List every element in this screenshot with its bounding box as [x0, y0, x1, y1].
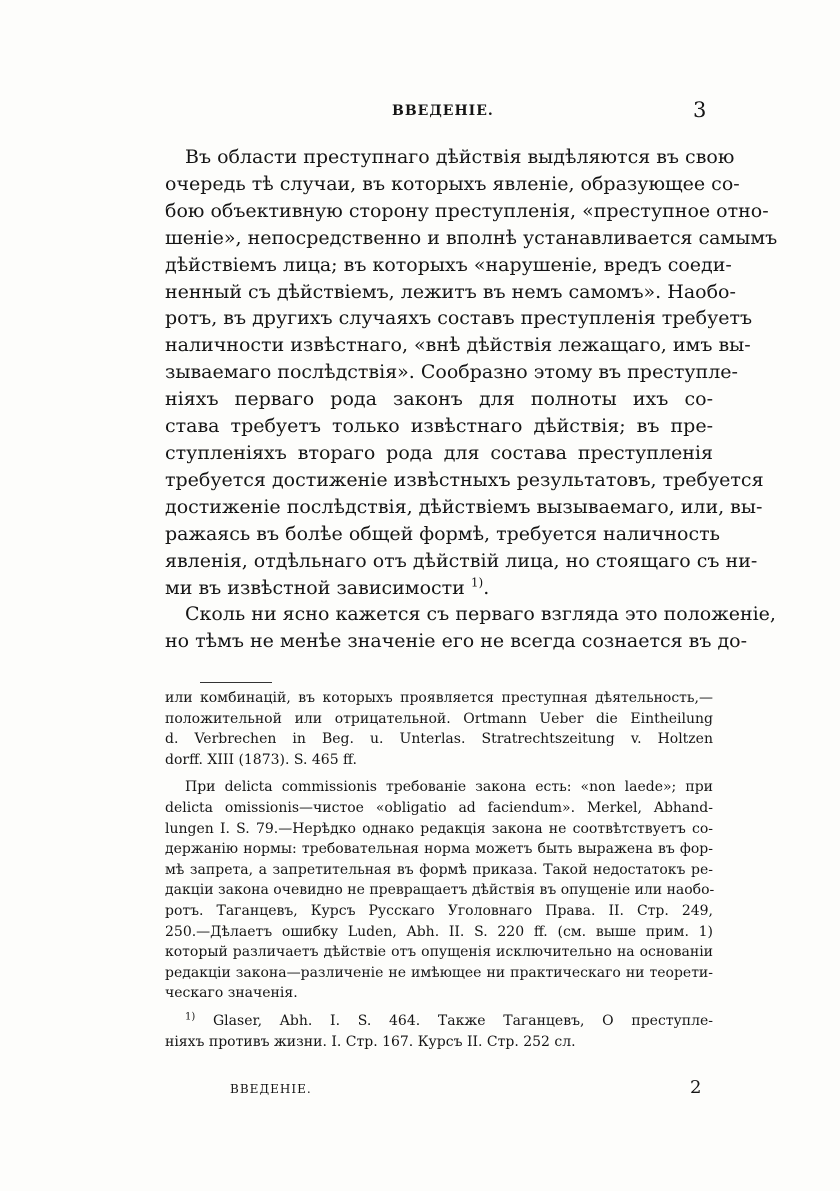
text-line: ступленіяхъ втораго рода для состава преступленія: [165, 441, 713, 464]
text-line: Сколь ни ясно кажется съ перваго взгляда это положеніе,: [185, 603, 776, 626]
footnote-line: ніяхъ противъ жизни. I. Стр. 167. Курсъ II. Стр. 252 сл.: [165, 1033, 576, 1050]
running-title: ВВЕДЕНІЕ.: [392, 103, 494, 119]
text-line: ражаясь въ болѣе общей формѣ, требуется наличность: [165, 522, 720, 545]
footnote-line: dorff. XIII (1873). S. 465 ff.: [165, 751, 357, 768]
text-line: требуется достиженіе извѣстныхъ результатовъ, требуется: [165, 468, 764, 491]
footnote-line: мѣ запрета, а запретительная въ формѣ приказа. Такой недостатокъ ре-: [165, 861, 713, 878]
footnote-line: 250.—Дѣлаетъ ошибку Luden, Abh. II. S. 220 ff. (см. выше прим. 1): [165, 923, 713, 940]
footnote-line: дакціи закона очевидно не превращаетъ дѣйствія въ опущеніе или наобо-: [165, 882, 715, 899]
footnote-line: ротъ. Таганцевъ, Курсъ Русскаго Уголовнаго Права. II. Стр. 249,: [165, 902, 713, 919]
footnote-divider: [200, 682, 272, 683]
footnote-line-with-marker: [165, 1011, 713, 1032]
text-line: ротъ, въ другихъ случаяхъ составъ преступленія требуетъ: [165, 307, 753, 330]
text-line: но тѣмъ не менѣе значеніе его не всегда сознается въ до-: [165, 630, 748, 653]
signature-number: 2: [690, 1077, 702, 1098]
text-line: наличности извѣстнаго, «внѣ дѣйствія лежащаго, имъ вы-: [165, 334, 751, 357]
footnote-gap: [165, 1004, 713, 1011]
footnotes: [165, 688, 713, 1052]
footnote-line: delicta omissionis—чистое «obligatio ad faciendum». Merkel, Abhand-: [165, 799, 713, 816]
footnote-text: Glaser, Abh. I. S. 464. Также Таганцевъ, О преступле-: [213, 1012, 714, 1029]
footnote-line: lungen I. S. 79.—Нерѣдко однако редакція закона не соотвѣтствуетъ со-: [165, 820, 713, 837]
text-line: зываемаго послѣдствія». Сообразно этому въ преступле-: [165, 361, 738, 384]
footnote-line: d. Verbrechen in Beg. u. Unterlas. Stratrechtszeitung v. Holtzen: [165, 731, 713, 748]
text-line: очередь тѣ случаи, въ которыхъ явленіе, образующее со-: [165, 172, 740, 195]
footnote-line: ческаго значенія.: [165, 985, 298, 1002]
footnote-marker: 1): [185, 1011, 196, 1023]
text-line: шеніе», непосредственно и вполнѣ устанавливается самымъ: [165, 226, 778, 249]
footnote-line: положительной или отрицательной. Ortmann Ueber die Eintheilung: [165, 710, 713, 727]
text-line: ніяхъ перваго рода законъ для полноты ихъ со-: [165, 388, 713, 411]
footnote-line: или комбинацій, въ которыхъ проявляется преступная дѣятельность,—: [165, 690, 713, 706]
text-line: достиженіе послѣдствія, дѣйствіемъ вызываемаго, или, вы-: [165, 495, 763, 518]
text-line: Въ области преступнаго дѣйствія выдѣляются въ свою: [185, 146, 735, 168]
footnote-line: При delicta commissionis требованіе закона есть: «non laede»; при: [185, 779, 713, 796]
footnote-line: держанію нормы: требовательная норма можетъ быть выражена въ фор-: [165, 841, 713, 858]
text-line: ми въ извѣстной зависимости: [165, 576, 465, 599]
text-line: явленія, отдѣльнаго отъ дѣйствій лица, но стоящаго съ ни-: [165, 549, 758, 572]
footnote-line: который различаетъ дѣйствіе отъ опущенія исключительно на основаніи: [165, 944, 713, 961]
page-number: 3: [693, 98, 707, 122]
text-line: ненный съ дѣйствіемъ, лежитъ въ немъ самомъ». Наобо-: [165, 280, 736, 303]
text-line: бою объективную сторону преступленія, «преступное отно-: [165, 199, 769, 222]
footnote-line: редакціи закона—различеніе не имѣющее ни практическаго ни теорети-: [165, 964, 713, 981]
text-line: дѣйствіемъ лица; въ которыхъ «нарушеніе, вредъ соеди-: [165, 253, 732, 276]
text-line-with-footnote: ми въ извѣстной зависимости $^{1)}$.: [165, 575, 490, 599]
footnote-gap: [165, 770, 713, 777]
main-text: [165, 144, 778, 655]
signature-label: ВВЕДЕНІЕ.: [230, 1082, 312, 1096]
text-line: става требуетъ только извѣстнаго дѣйствія; въ пре-: [165, 415, 713, 438]
footnote-reference: 1): [470, 575, 484, 590]
